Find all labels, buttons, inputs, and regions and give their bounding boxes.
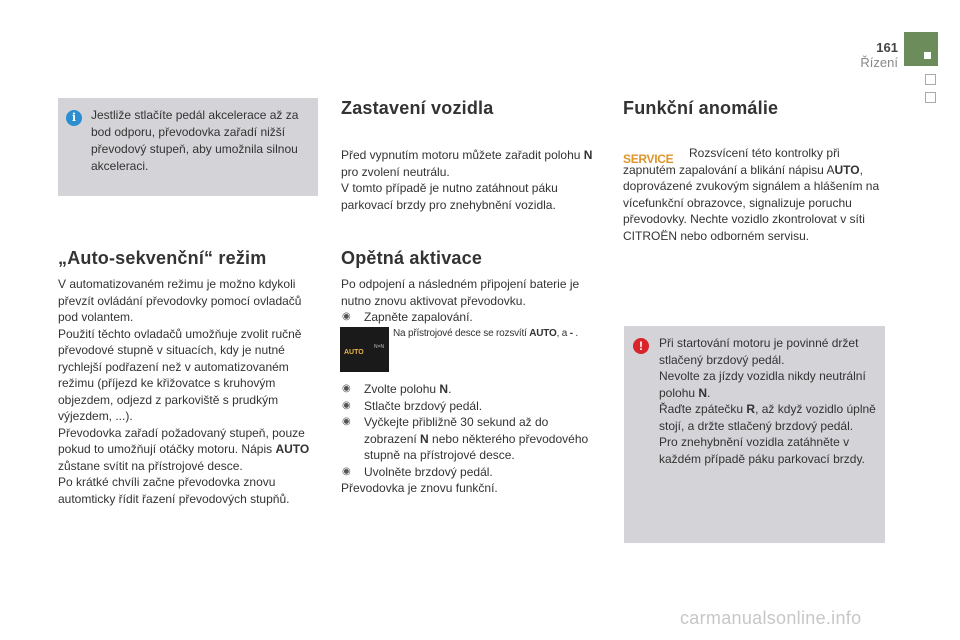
nav-box-2	[925, 92, 936, 103]
paragraph: V automatizovaném režimu je možno kdykoli převzít ovládání převodovky pomocí ovladačů pod volantem.	[58, 277, 302, 324]
auto-sequential-body	[58, 276, 320, 507]
paragraph: Nevolte za jízdy vozidla nikdy neutrální polohu N.	[659, 369, 866, 400]
service-icon: SERVICE	[623, 152, 674, 166]
warning-box	[624, 326, 885, 543]
nav-box-1	[925, 74, 936, 85]
bullet-item: ◉ Zvolte polohu N.	[341, 381, 603, 398]
bullet-item: ◉ Uvolněte brzdový pedál.	[341, 464, 603, 481]
page-number: 161	[876, 40, 898, 55]
section-tab	[904, 32, 938, 66]
bullet-item: ◉ Vyčkejte přibližně 30 sekund až do zobrazení N nebo některého převodového stupně na přístrojové desce.	[341, 414, 603, 464]
paragraph: Převodovka zařadí požadovaný stupeň, pouze pokud to umožňují otáčky motoru. Nápis AUTO zůstane svítit na přístrojové desce.	[58, 425, 310, 473]
section-label: Řízení	[860, 55, 898, 70]
paragraph: Před vypnutím motoru můžete zařadit polohu N pro zvolení neutrálu.	[341, 148, 593, 179]
reactivation-steps	[341, 381, 603, 497]
paragraph: Při startování motoru je povinné držet stlačený brzdový pedál.	[659, 336, 859, 367]
paragraph: Převodovka je znovu funkční.	[341, 481, 498, 495]
auto-sequential-title: „Auto-sekvenční“ režim	[58, 248, 267, 268]
reactivation-title: Opětná aktivace	[341, 248, 483, 268]
display-note: Na přístrojové desce se rozsvítí AUTO, a - .	[393, 328, 579, 339]
paragraph: Použití těchto ovladačů umožňuje zvolit ručně převodové stupně v situacích, kdy je nutné rychlejší podřazení než v automatizovaném režimu (příjezd ke křižovatce s kruhovým objezdem, odjezd z parkoviště s prudkým výjezdem, ...).	[58, 326, 302, 423]
bullet-item: ◉ Zapněte zapalování.	[341, 309, 603, 326]
info-text: Jestliže stlačíte pedál akcelerace až za bod odporu, převodovka zařadí nižší převodový stupeň, aby umožnila silnou akceleraci.	[91, 108, 299, 173]
stopping-body	[341, 147, 603, 213]
malfunction-body: Rozsvícení této kontrolky při zapnutém zapalování a blikání nápisu AUTO, doprovázené zvukovým signálem a hlášením na vícefunkční obrazovce, signalizuje poruchu převodovky. Nechte vozidlo zkontrolovat v síti CITROËN nebo odborném servisu.	[623, 146, 880, 243]
reactivation-intro	[341, 276, 603, 326]
info-icon: i	[66, 110, 82, 126]
watermark: carmanualsonline.info	[680, 608, 862, 628]
paragraph: V tomto případě je nutno zatáhnout páku parkovací brzdy pro znehybnění vozidla.	[341, 181, 558, 212]
paragraph: Po odpojení a následném připojení baterie je nutno znovu aktivovat převodovku.	[341, 277, 580, 308]
warning-text	[659, 335, 879, 467]
paragraph: Pro znehybnění vozidla zatáhněte v každém případě páku parkovací brzdy.	[659, 435, 865, 466]
stopping-title: Zastavení vozidla	[341, 98, 494, 118]
paragraph: Řaďte zpátečku R, až když vozidlo úplně stojí, a držte stlačený brzdový pedál.	[659, 402, 876, 433]
paragraph: Po krátké chvíli začne převodovka znovu automticky řídit řazení převodových stupňů.	[58, 475, 290, 506]
malfunction-title: Funkční anomálie	[623, 98, 779, 118]
bullet-item: ◉ Stlačte brzdový pedál.	[341, 398, 603, 415]
auto-display-small: N=N	[374, 344, 385, 350]
auto-display	[340, 327, 389, 372]
auto-display-text: AUTO	[344, 349, 364, 356]
warning-icon: !	[633, 338, 649, 354]
info-box	[58, 98, 318, 196]
